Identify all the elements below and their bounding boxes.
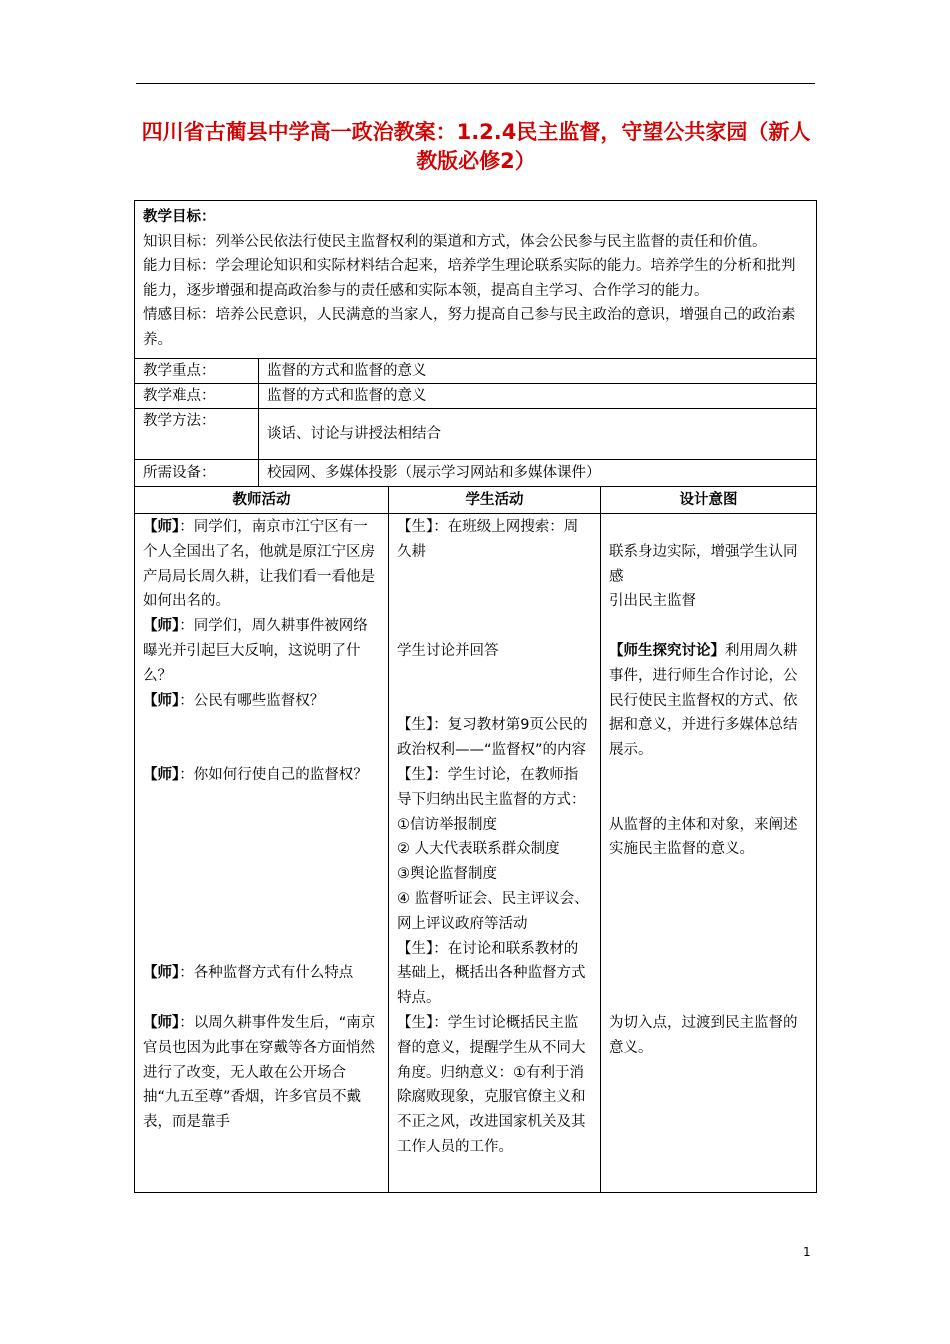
teacher-line: 【师】：以周久耕事件发生后，“南京官员也因为此事在穿戴等各方面悄然进行了改变，无人敢在公开场合抽“九五至尊”香烟，许多官员不戴表，而是靠手 [143, 1014, 376, 1131]
design-line: 联系身边实际，增强学生认同感 [609, 543, 798, 585]
info-value: 校园网、多媒体投影（展示学习网站和多媒体课件） [259, 460, 817, 487]
student-line: 【生】：学生讨论，在教师指导下归纳出民主监督的方式：①信访举报制度 [397, 766, 586, 833]
teacher-line: 【师】：各种监督方式有什么特点 [143, 965, 354, 982]
teacher-line: 【师】：你如何行使自己的监督权？ [143, 766, 368, 783]
column-header-design: 设计意图 [601, 487, 817, 514]
info-value: 谈话、讨论与讲授法相结合 [259, 409, 817, 460]
student-line: 【生】：复习教材第9页公民的政治权利——“监督权”的内容 [397, 717, 588, 759]
header-rule [136, 83, 815, 84]
objectives-cell [135, 201, 817, 359]
document-title: 四川省古蔺县中学高一政治教案：1.2.4民主监督，守望公共家园（新人教版必修2） [141, 120, 811, 173]
info-label: 教学难点： [135, 384, 259, 409]
student-line: 学生讨论并回答 [397, 642, 499, 659]
teacher-line: 【师】：公民有哪些监督权？ [143, 692, 325, 709]
info-row [135, 359, 817, 384]
student-line: ④ 监督听证会、民主评议会、网上评议政府等活动 [397, 890, 589, 932]
info-label: 教学方法： [135, 409, 259, 460]
lesson-plan-table [134, 200, 817, 1193]
student-line: 【生】：在讨论和联系教材的基础上，概括出各种监督方式特点。 [397, 940, 586, 1007]
info-label: 教学重点： [135, 359, 259, 384]
info-value: 监督的方式和监督的意义 [259, 384, 817, 409]
design-intent-cell [601, 514, 817, 1193]
design-line: 引出民主监督 [609, 593, 696, 610]
column-header-teacher: 教师活动 [135, 487, 389, 514]
info-label: 所需设备： [135, 460, 259, 487]
info-value: 监督的方式和监督的意义 [259, 359, 817, 384]
student-line: ② 人大代表联系群众制度 [397, 841, 560, 858]
teacher-line: 【师】：同学们，周久耕事件被网络曝光并引起巨大反响，这说明了什么？ [143, 618, 368, 684]
column-header-student: 学生活动 [389, 487, 601, 514]
student-activity-cell [389, 514, 601, 1193]
student-line: 【生】：学生讨论概括民主监督的意义，提醒学生从不同大角度。归纳意义：①有利于消除腐败现象，克服官僚主义和不正之风，改进国家机关及其工作人员的工作。 [397, 1014, 586, 1155]
design-line: 【师生探究讨论】利用周久耕事件，进行师生合作讨论，公民行使民主监督权的方式、依据和意义，并进行多媒体总结展示。 [609, 642, 798, 759]
page-number: 1 [803, 1245, 811, 1259]
design-line: 为切入点，过渡到民主监督的意义。 [609, 1014, 798, 1056]
design-line: 从监督的主体和对象，来阐述实施民主监督的意义。 [609, 816, 798, 858]
student-line: ③舆论监督制度 [397, 866, 497, 883]
info-row [135, 409, 817, 460]
ability-objective: 能力目标：学会理论知识和实际材料结合起来，培养学生理论联系实际的能力。培养学生的分析和批判能力，逐步增强和提高政治参与的责任感和实际本领，提高自主学习、合作学习的能力。 [143, 258, 796, 299]
info-row [135, 460, 817, 487]
teacher-line: 【师】：同学们，南京市江宁区有一个人全国出了名，他就是原江宁区房产局局长周久耕，让我们看一看他是如何出名的。 [143, 519, 375, 610]
emotion-objective: 情感目标：培养公民意识，人民满意的当家人，努力提高自己参与民主政治的意识，增强自己的政治素养。 [143, 307, 796, 348]
info-row [135, 384, 817, 409]
objectives-heading: 教学目标： [143, 209, 216, 225]
teacher-activity-cell [135, 514, 389, 1193]
knowledge-objective: 知识目标：列举公民依法行使民主监督权利的渠道和方式，体会公民参与民主监督的责任和价值。 [143, 233, 767, 250]
student-line: 【生】：在班级上网搜索：周久耕 [397, 519, 579, 560]
